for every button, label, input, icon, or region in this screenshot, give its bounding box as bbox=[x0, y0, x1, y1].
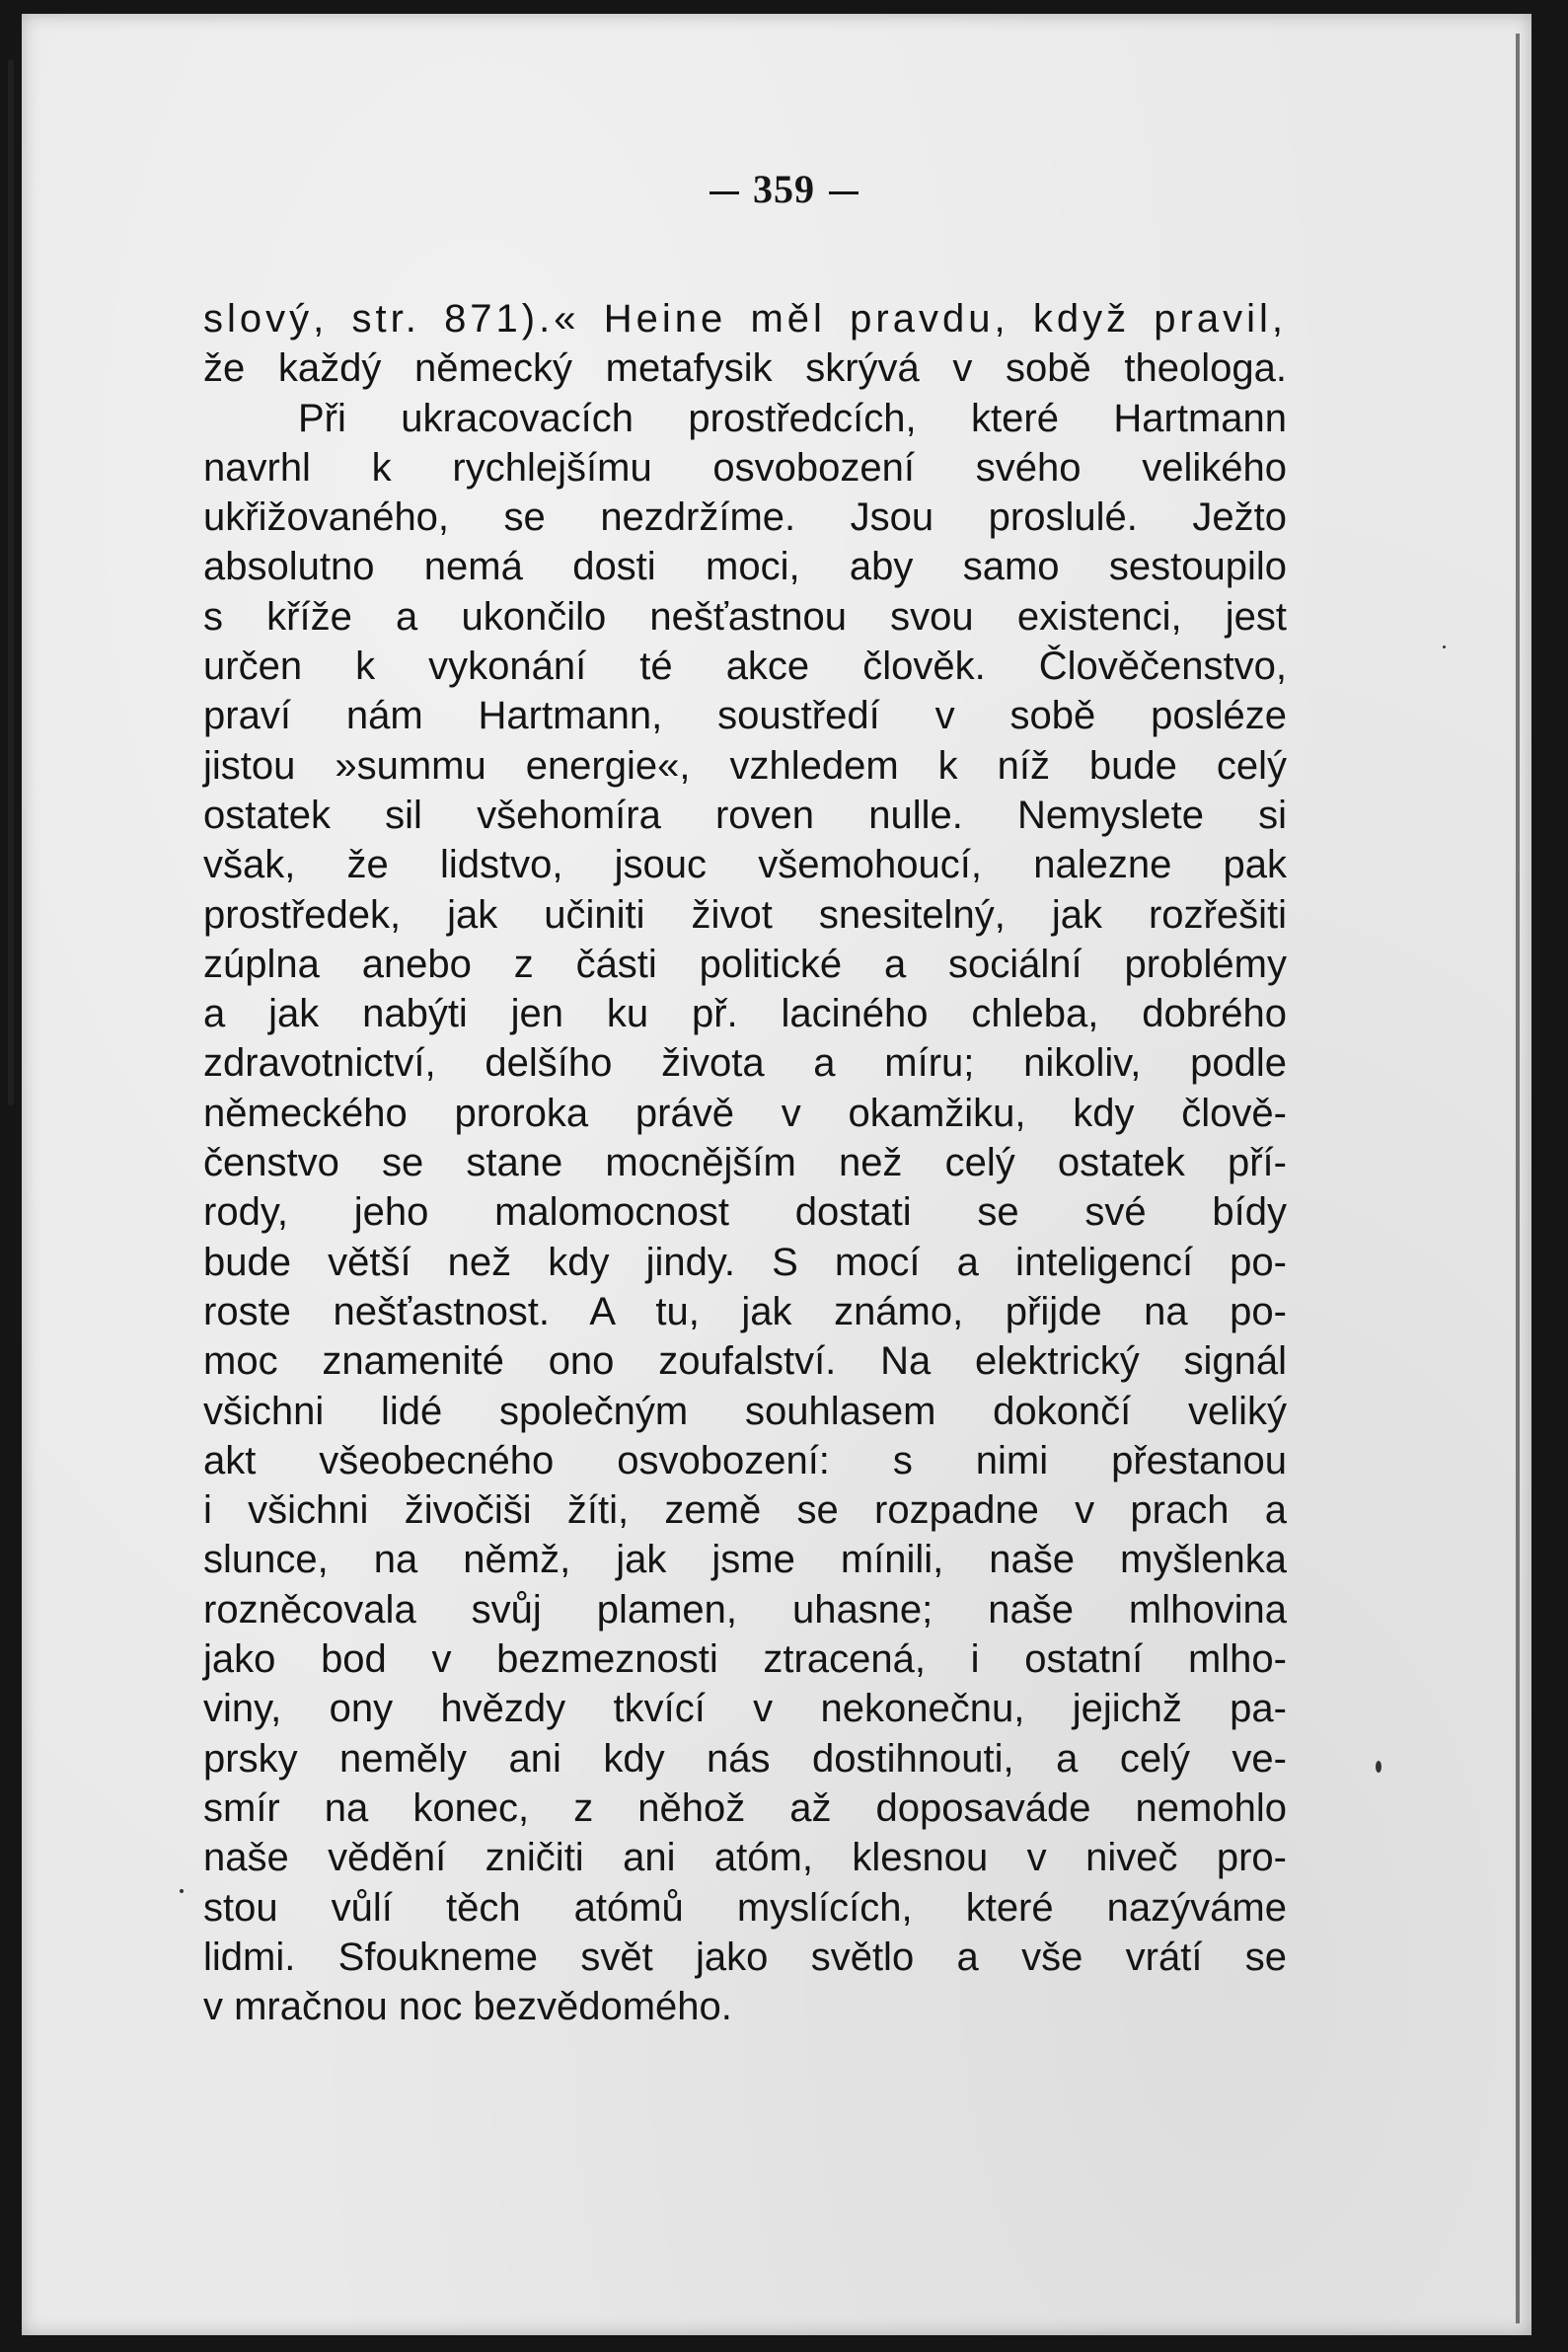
text-line: s kříže a ukončilo nešťastnou svou existenci, jest bbox=[203, 594, 1287, 639]
text-line: navrhl k rychlejšímu osvobození svého velikého bbox=[203, 445, 1287, 490]
text-line: v mračnou noc bezvědomého. bbox=[203, 1985, 732, 2029]
binding-edge-shadow bbox=[8, 59, 14, 1105]
text-line: roste nešťastnost. A tu, jak známo, přijde na po- bbox=[203, 1289, 1287, 1333]
text-line: naše vědění zničiti ani atóm, klesnou v niveč pro- bbox=[203, 1836, 1287, 1880]
text-line: i všichni živočiši žíti, země se rozpadne v prach a bbox=[203, 1488, 1287, 1533]
text-line: prsky neměly ani kdy nás dostihnouti, a celý ve- bbox=[203, 1736, 1287, 1781]
body-text bbox=[203, 294, 1287, 2031]
text-line: jako bod v bezmeznosti ztracená, i ostatní mlho- bbox=[203, 1637, 1287, 1682]
page-number-dash-left bbox=[709, 191, 739, 194]
text-line: určen k vykonání té akce člověk. Člověčenstvo, bbox=[203, 645, 1287, 689]
paper-speck bbox=[180, 1889, 184, 1893]
text-line: všichni lidé společným souhlasem dokončí veliký bbox=[203, 1389, 1287, 1433]
text-line: rody, jeho malomocnost dostati se své bídy bbox=[203, 1190, 1287, 1235]
text-line: však, že lidstvo, jsouc všemohoucí, nalezne pak bbox=[203, 843, 1287, 887]
text-line: akt všeobecného osvobození: s nimi přestanou bbox=[203, 1438, 1287, 1482]
page-number bbox=[0, 166, 1568, 212]
page-edge-shadow bbox=[1516, 34, 1520, 2323]
text-line: absolutno nemá dosti moci, aby samo sestoupilo bbox=[203, 545, 1287, 589]
paper-speck bbox=[1376, 1761, 1381, 1773]
text-line: bude větší než kdy jindy. S mocí a inteligencí po- bbox=[203, 1240, 1287, 1284]
text-line: jistou »summu energie«, vzhledem k níž bude celý bbox=[203, 743, 1287, 788]
text-line: ukřižovaného, se nezdržíme. Jsou proslulé. Ježto bbox=[203, 495, 1287, 540]
text-line: německého proroka právě v okamžiku, kdy člově- bbox=[203, 1091, 1287, 1135]
text-line: slový, str. 871).« Heine měl pravdu, když pravil, bbox=[203, 297, 1287, 341]
text-line: slunce, na němž, jak jsme mínili, naše myšlenka bbox=[203, 1538, 1287, 1582]
page-number-dash-right bbox=[829, 191, 859, 194]
text-line: Při ukracovacích prostředcích, které Hartmann bbox=[298, 396, 1287, 440]
text-line: rozněcovala svůj plamen, uhasne; naše mlhovina bbox=[203, 1587, 1287, 1631]
text-line: ostatek sil všehomíra roven nulle. Nemyslete si bbox=[203, 793, 1287, 837]
text-line: lidmi. Sfoukneme svět jako světlo a vše vrátí se bbox=[203, 1935, 1287, 1979]
text-line: moc znamenité ono zoufalství. Na elektrický signál bbox=[203, 1339, 1287, 1384]
page-number-value: 359 bbox=[753, 167, 815, 211]
text-line: stou vůlí těch atómů myslících, které nazýváme bbox=[203, 1885, 1287, 1930]
text-line: viny, ony hvězdy tkvící v nekonečnu, jejichž pa- bbox=[203, 1687, 1287, 1731]
text-line: a jak nabýti jen ku př. laciného chleba, dobrého bbox=[203, 992, 1287, 1036]
text-line: čenstvo se stane mocnějším než celý ostatek pří- bbox=[203, 1141, 1287, 1185]
paper-speck bbox=[1443, 645, 1446, 648]
text-line: smír na konec, z něhož až doposaváde nemohlo bbox=[203, 1785, 1287, 1830]
text-line: prostředek, jak učiniti život snesitelný, jak rozřešiti bbox=[203, 892, 1287, 937]
text-line: praví nám Hartmann, soustředí v sobě posléze bbox=[203, 694, 1287, 738]
text-line: že každý německý metafysik skrývá v sobě theologa. bbox=[203, 346, 1287, 391]
text-line: zdravotnictví, delšího života a míru; nikoliv, podle bbox=[203, 1041, 1287, 1086]
text-line: zúplna anebo z části politické a sociální problémy bbox=[203, 942, 1287, 986]
